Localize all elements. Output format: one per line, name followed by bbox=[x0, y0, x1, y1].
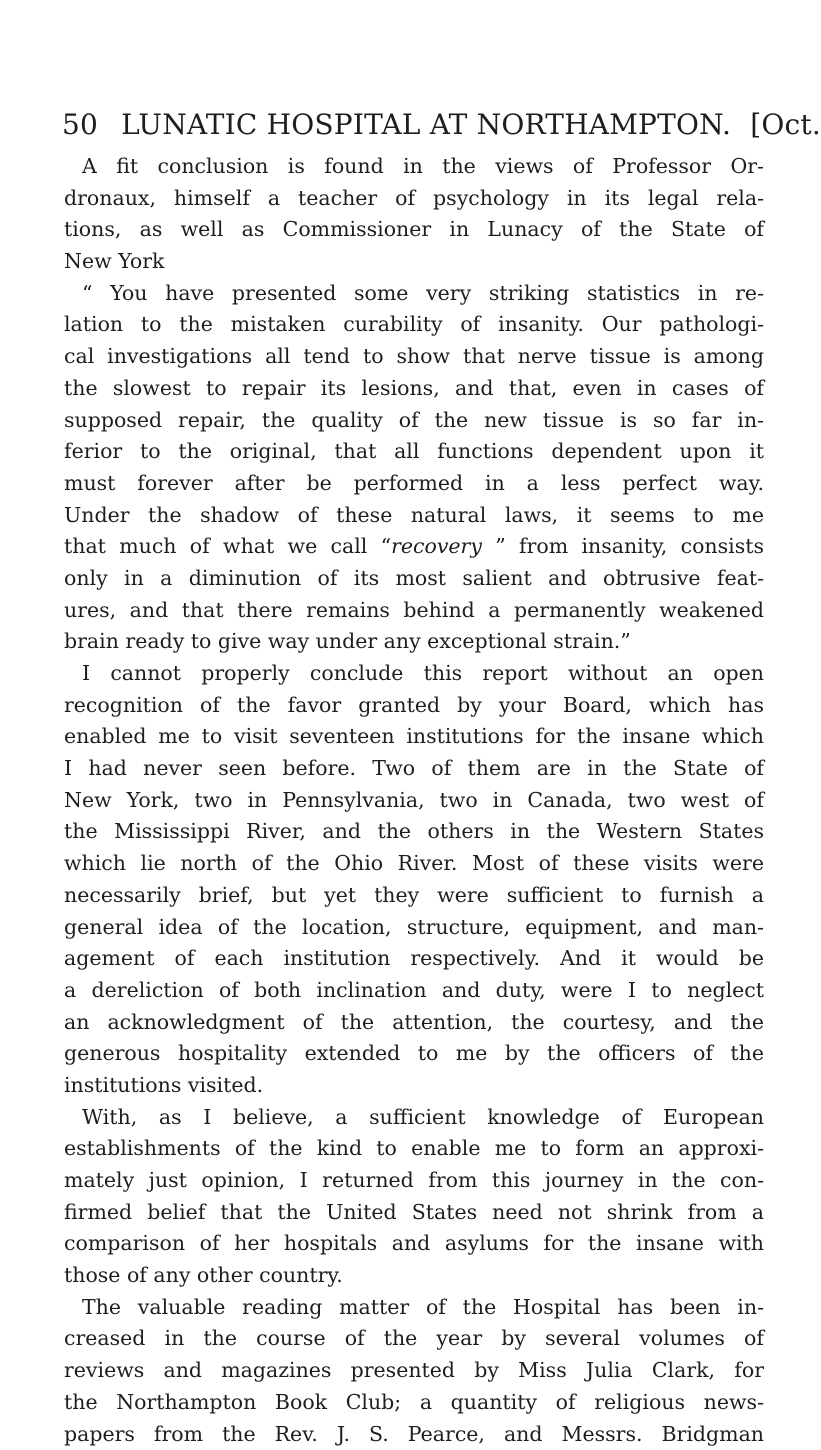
text-line: lation to the mistaken curability of insanity. Our pathologi- bbox=[64, 309, 764, 341]
text-line: creased in the course of the year by several volumes of bbox=[64, 1323, 764, 1355]
text-line: generous hospitality extended to me by the officers of the bbox=[64, 1038, 764, 1070]
text-line: tions, as well as Commissioner in Lunacy of the State of bbox=[64, 214, 764, 246]
text-line: ures, and that there remains behind a permanently weakened bbox=[64, 595, 764, 627]
running-title: LUNATIC HOSPITAL AT NORTHAMPTON. bbox=[121, 108, 731, 141]
text-line: agement of each institution respectively. And it would be bbox=[64, 943, 764, 975]
text-line: papers from the Rev. J. S. Pearce, and Messrs. Bridgman bbox=[64, 1419, 764, 1450]
text-line: which lie north of the Ohio River. Most of these visits were bbox=[64, 848, 764, 880]
text-line: institutions visited. bbox=[64, 1070, 764, 1102]
text-line: the Northampton Book Club; a quantity of religious news- bbox=[64, 1387, 764, 1419]
text-line: the Mississippi River, and the others in the Western States bbox=[64, 816, 764, 848]
text-line: must forever after be performed in a less perfect way. bbox=[64, 468, 764, 500]
text-segment: that much of what we call “ bbox=[64, 534, 391, 558]
text-line: ferior to the original, that all functions dependent upon it bbox=[64, 436, 764, 468]
text-line: I cannot properly conclude this report without an open bbox=[64, 658, 764, 690]
text-line: enabled me to visit seventeen institutions for the insane which bbox=[64, 721, 764, 753]
text-line: brain ready to give way under any exceptional strain.” bbox=[64, 626, 764, 658]
text-line: recognition of the favor granted by your Board, which has bbox=[64, 690, 764, 722]
page-number: 50 bbox=[62, 108, 98, 141]
text-line: supposed repair, the quality of the new tissue is so far in- bbox=[64, 405, 764, 437]
text-line: reviews and magazines presented by Miss Julia Clark, for bbox=[64, 1355, 764, 1387]
text-line: New York, two in Pennsylvania, two in Canada, two west of bbox=[64, 785, 764, 817]
text-segment: ” from insanity, consists bbox=[482, 534, 764, 558]
text-line: “ You have presented some very striking statistics in re- bbox=[64, 278, 764, 310]
text-line: mately just opinion, I returned from this journey in the con- bbox=[64, 1165, 764, 1197]
text-line: With, as I believe, a sufficient knowledge of European bbox=[64, 1102, 764, 1134]
text-line: the slowest to repair its lesions, and that, even in cases of bbox=[64, 373, 764, 405]
text-line: comparison of her hospitals and asylums for the insane with bbox=[64, 1228, 764, 1260]
text-line: The valuable reading matter of the Hospital has been in- bbox=[64, 1292, 764, 1324]
text-line: a dereliction of both inclination and duty, were I to neglect bbox=[64, 975, 764, 1007]
text-line: Under the shadow of these natural laws, it seems to me bbox=[64, 500, 764, 532]
text-line: New York bbox=[64, 246, 764, 278]
text-line: necessarily brief, but yet they were sufficient to furnish a bbox=[64, 880, 764, 912]
text-line bbox=[64, 531, 764, 563]
text-line: establishments of the kind to enable me to form an approxi- bbox=[64, 1133, 764, 1165]
body-text bbox=[64, 151, 764, 1450]
text-line: cal investigations all tend to show that nerve tissue is among bbox=[64, 341, 764, 373]
text-line: only in a diminution of its most salient and obtrusive feat- bbox=[64, 563, 764, 595]
emphasized-word: recovery bbox=[391, 534, 482, 558]
text-line: A fit conclusion is found in the views of Professor Or- bbox=[64, 151, 764, 183]
text-line: dronaux, himself a teacher of psychology in its legal rela- bbox=[64, 183, 764, 215]
text-line: an acknowledgment of the attention, the courtesy, and the bbox=[64, 1007, 764, 1039]
text-line: general idea of the location, structure, equipment, and man- bbox=[64, 912, 764, 944]
text-line: I had never seen before. Two of them are in the State of bbox=[64, 753, 764, 785]
running-header bbox=[62, 108, 762, 141]
running-month: [Oct. bbox=[750, 108, 821, 141]
text-line: those of any other country. bbox=[64, 1260, 764, 1292]
text-line: firmed belief that the United States need not shrink from a bbox=[64, 1197, 764, 1229]
